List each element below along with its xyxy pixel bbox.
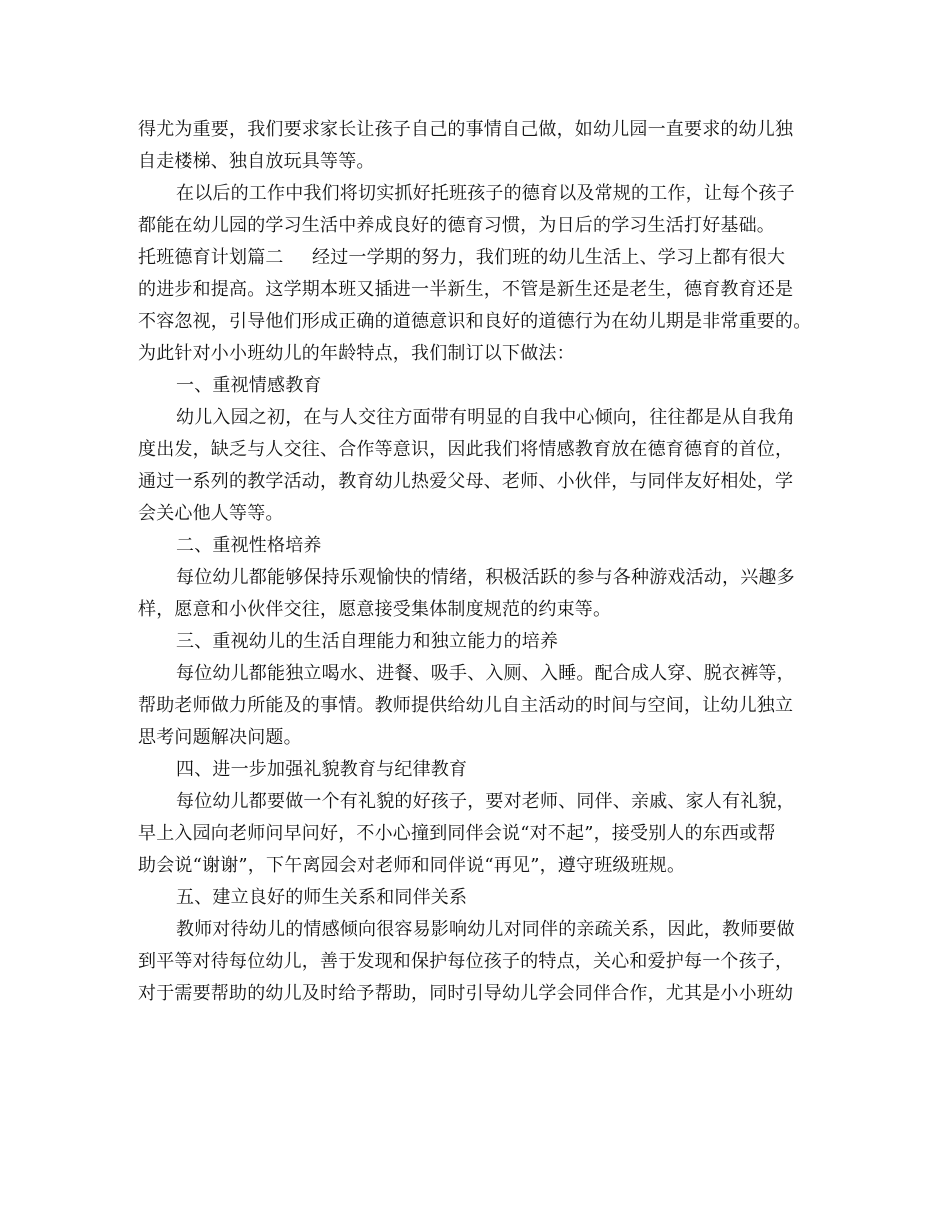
paragraph-line: 幼儿入园之初，在与人交往方面带有明显的自我中心倾向，往往都是从自我角 xyxy=(176,407,795,428)
paragraph-line: 的进步和提高。这学期本班又插进一半新生，不管是新生还是老生，德育教育还是 xyxy=(138,279,794,300)
section-title-line xyxy=(138,242,818,274)
paragraph-line: 到平等对待每位幼儿，善于发现和保护每位孩子的特点，关心和爱护每一个孩子， xyxy=(138,951,794,972)
paragraph-line: 样，愿意和小伙伴交往，愿意接受集体制度规范的约束等。 xyxy=(138,599,612,620)
paragraph-line: 通过一系列的教学活动，教育幼儿热爱父母、老师、小伙伴，与同伴友好相处，学 xyxy=(138,471,794,492)
paragraph-line: 都能在幼儿园的学习生活中养成良好的德育习惯，为日后的学习生活打好基础。 xyxy=(138,215,775,236)
heading-line: 五、建立良好的师生关系和同伴关系 xyxy=(176,887,468,908)
paragraph-line: 度出发，缺乏与人交往、合作等意识，因此我们将情感教育放在德育德育的首位， xyxy=(138,439,794,460)
paragraph-line: 每位幼儿都能够保持乐观愉快的情绪，积极活跃的参与各种游戏活动，兴趣多 xyxy=(176,567,795,588)
heading-line: 四、进一步加强礼貌教育与纪律教育 xyxy=(176,759,468,780)
paragraph-line: 得尤为重要，我们要求家长让孩子自己的事情自己做，如幼儿园一直要求的幼儿独 xyxy=(138,119,794,140)
paragraph-line: 对于需要帮助的幼儿及时给予帮助，同时引导幼儿学会同伴合作，尤其是小小班幼 xyxy=(138,983,794,1004)
paragraph-line: 会关心他人等等。 xyxy=(138,503,284,524)
heading-line: 一、重视情感教育 xyxy=(176,375,322,396)
paragraph-line: 不容忽视，引导他们形成正确的道德意识和良好的道德行为在幼儿期是非常重要的。 xyxy=(138,311,812,332)
paragraph-line: 助会说“谢谢”，下午离园会对老师和同伴说“再见”，遵守班级班规。 xyxy=(138,855,686,876)
paragraph-line: 在以后的工作中我们将切实抓好托班孩子的德育以及常规的工作，让每个孩子 xyxy=(176,183,795,204)
section-title: 托班德育计划篇二 xyxy=(138,247,284,268)
paragraph-line: 自走楼梯、独自放玩具等等。 xyxy=(138,151,375,172)
paragraph-line: 每位幼儿都能独立喝水、进餐、吸手、入厕、入睡。配合成人穿、脱衣裤等， xyxy=(176,663,795,684)
paragraph-text: 经过一学期的努力，我们班的幼儿生活上、学习上都有很大 xyxy=(312,247,786,268)
paragraph-line: 思考问题解决问题。 xyxy=(138,727,302,748)
document-body xyxy=(138,114,818,1010)
paragraph-line: 为此针对小小班幼儿的年龄特点，我们制订以下做法： xyxy=(138,343,575,364)
heading-line: 三、重视幼儿的生活自理能力和独立能力的培养 xyxy=(176,631,559,652)
paragraph-line: 帮助老师做力所能及的事情。教师提供给幼儿自主活动的时间与空间，让幼儿独立 xyxy=(138,695,794,716)
paragraph-line: 早上入园向老师问早问好，不小心撞到同伴会说“对不起”，接受别人的东西或帮 xyxy=(138,823,776,844)
heading-line: 二、重视性格培养 xyxy=(176,535,322,556)
paragraph-line: 教师对待幼儿的情感倾向很容易影响幼儿对同伴的亲疏关系，因此，教师要做 xyxy=(176,919,795,940)
paragraph-line: 每位幼儿都要做一个有礼貌的好孩子，要对老师、同伴、亲戚、家人有礼貌， xyxy=(176,791,795,812)
